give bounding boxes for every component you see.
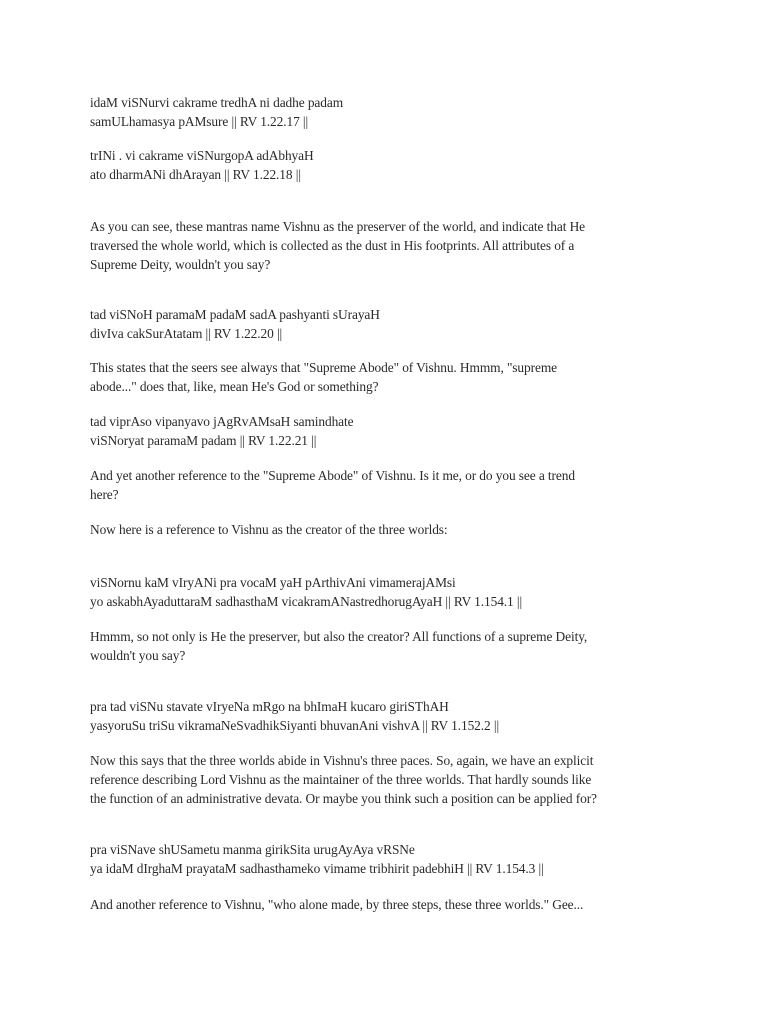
- paragraph-line: here?: [90, 487, 119, 502]
- mantra-rv-1-152-2: [90, 697, 690, 735]
- commentary-paragraph: [90, 520, 690, 539]
- commentary-paragraph: [90, 358, 690, 396]
- mantra-line: pra viSNave shUSametu manma girikSita urugAyAya vRSNe: [90, 842, 415, 857]
- paragraph-line: This states that the seers see always that "Supreme Abode" of Vishnu. Hmmm, "supreme: [90, 360, 557, 375]
- mantra-rv-1-154-1: [90, 573, 690, 611]
- mantra-rv-1-22-20: [90, 305, 690, 343]
- mantra-line: samULhamasya pAMsure || RV 1.22.17 ||: [90, 114, 309, 129]
- paragraph-line: As you can see, these mantras name Vishnu as the preserver of the world, and indicate that He: [90, 219, 585, 234]
- commentary-paragraph: [90, 217, 690, 274]
- mantra-line: ya idaM dIrghaM prayataM sadhasthameko vimame tribhirit padebhiH || RV 1.154.3 ||: [90, 861, 544, 876]
- mantra-rv-1-22-18: [90, 146, 690, 184]
- paragraph-line: And yet another reference to the "Supreme Abode" of Vishnu. Is it me, or do you see a trend: [90, 468, 575, 483]
- mantra-rv-1-22-21: [90, 412, 690, 450]
- mantra-rv-1-154-3: [90, 840, 690, 878]
- paragraph-line: the function of an administrative devata. Or maybe you think such a position can be applied for?: [90, 791, 597, 806]
- mantra-rv-1-22-17: [90, 93, 690, 131]
- mantra-line: trINi . vi cakrame viSNurgopA adAbhyaH: [90, 148, 314, 163]
- paragraph-line: abode..." does that, like, mean He's God or something?: [90, 379, 379, 394]
- mantra-line: ato dharmANi dhArayan || RV 1.22.18 ||: [90, 167, 301, 182]
- paragraph-line: Now here is a reference to Vishnu as the creator of the three worlds:: [90, 522, 448, 537]
- paragraph-line: traversed the whole world, which is collected as the dust in His footprints. All attributes of a: [90, 238, 575, 253]
- mantra-line: pra tad viSNu stavate vIryeNa mRgo na bhImaH kucaro giriSThAH: [90, 699, 449, 714]
- paragraph-line: Now this says that the three worlds abide in Vishnu's three paces. So, again, we have an explicit: [90, 753, 594, 768]
- mantra-line: tad viSNoH paramaM padaM sadA pashyanti sUrayaH: [90, 307, 380, 322]
- mantra-line: divIva cakSurAtatam || RV 1.22.20 ||: [90, 326, 283, 341]
- paragraph-line: And another reference to Vishnu, "who alone made, by three steps, these three worlds." Gee...: [90, 897, 584, 912]
- mantra-line: tad viprAso vipanyavo jAgRvAMsaH samindhate: [90, 414, 354, 429]
- paragraph-line: Supreme Deity, wouldn't you say?: [90, 257, 271, 272]
- paragraph-line: Hmmm, so not only is He the preserver, but also the creator? All functions of a supreme Deity,: [90, 629, 588, 644]
- mantra-line: idaM viSNurvi cakrame tredhA ni dadhe padam: [90, 95, 344, 110]
- commentary-paragraph: [90, 627, 690, 665]
- commentary-paragraph: [90, 466, 690, 504]
- mantra-line: yasyoruSu triSu vikramaNeSvadhikSiyanti bhuvanAni vishvA || RV 1.152.2 ||: [90, 718, 500, 733]
- mantra-line: viSNornu kaM vIryANi pra vocaM yaH pArthivAni vimamerajAMsi: [90, 575, 456, 590]
- commentary-paragraph: [90, 895, 690, 914]
- mantra-line: viSNoryat paramaM padam || RV 1.22.21 ||: [90, 433, 317, 448]
- paragraph-line: wouldn't you say?: [90, 648, 186, 663]
- paragraph-line: reference describing Lord Vishnu as the maintainer of the three worlds. That hardly sounds like: [90, 772, 592, 787]
- commentary-paragraph: [90, 751, 690, 808]
- mantra-line: yo askabhAyaduttaraM sadhasthaM vicakramANastredhorugAyaH || RV 1.154.1 ||: [90, 594, 523, 609]
